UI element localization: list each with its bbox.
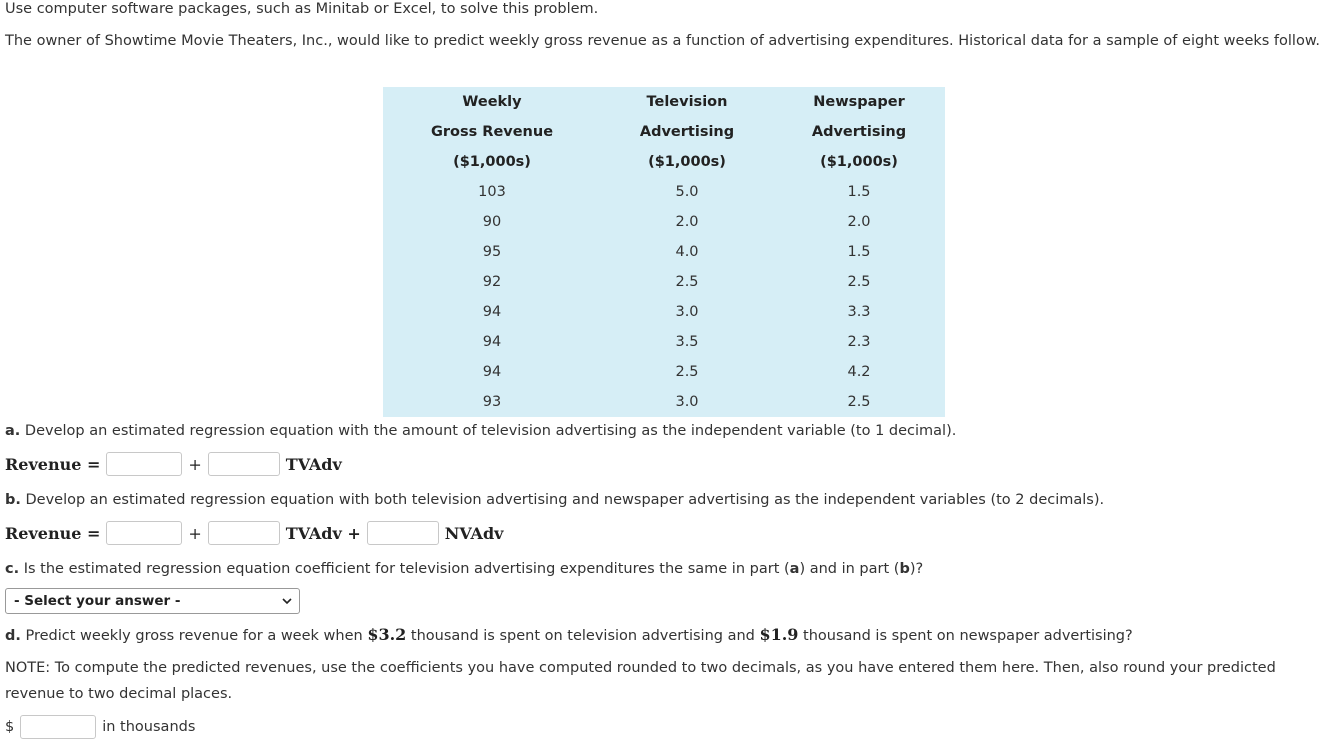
tvadv-label: TVAdv — [285, 454, 342, 474]
data-table — [383, 87, 945, 417]
cell-newspaper: 2.3 — [847, 334, 871, 350]
cell-revenue: 103 — [478, 184, 506, 200]
part-a-equation — [5, 450, 342, 478]
part-a-text: Develop an estimated regression equation with the amount of television advertising as the independent variable (to 1 decimal). — [20, 423, 957, 439]
part-b-equation — [5, 519, 503, 547]
problem-text: The owner of Showtime Movie Theaters, Inc., would like to predict weekly gross revenue as a function of advertising expenditures. Historical data for a sample of eight weeks follow. — [5, 33, 1320, 49]
plus-sign: + — [188, 523, 202, 543]
part-a-tv-coefficient-input[interactable] — [208, 452, 280, 476]
part-a-question — [5, 422, 956, 440]
table-header: Weekly — [462, 94, 522, 110]
select-value: - Select your answer - — [14, 593, 181, 609]
nvadv-label: NVAdv — [444, 523, 504, 543]
part-c-text: Is the estimated regression equation coefficient for television advertising expenditures the same in part ( — [19, 561, 790, 577]
cell-revenue: 92 — [482, 274, 502, 290]
revenue-label: Revenue = — [5, 523, 101, 543]
part-d-revenue-input[interactable] — [20, 715, 96, 739]
cell-newspaper: 2.5 — [847, 394, 871, 410]
cell-newspaper: 2.0 — [847, 214, 871, 230]
intro-text: Use computer software packages, such as Minitab or Excel, to solve this problem. — [5, 1, 599, 17]
part-d-text-end: thousand is spent on newspaper advertising? — [798, 628, 1133, 644]
table-header: Gross Revenue — [430, 124, 554, 140]
table-header: Television — [646, 94, 728, 110]
cell-revenue: 90 — [482, 214, 502, 230]
cell-newspaper: 2.5 — [847, 274, 871, 290]
revenue-label: Revenue = — [5, 454, 101, 474]
table-header: ($1,000s) — [648, 154, 726, 170]
part-c-question — [5, 560, 923, 578]
tv-amount: $3.2 — [367, 625, 407, 644]
cell-revenue: 94 — [482, 364, 502, 380]
part-b-nv-coefficient-input[interactable] — [367, 521, 439, 545]
nv-amount: $1.9 — [759, 625, 799, 644]
part-c-text-end: )? — [909, 561, 924, 577]
part-b-text: Develop an estimated regression equation with both television advertising and newspaper advertising as the independent variables (to 2 decimals). — [20, 492, 1105, 508]
part-c-answer-select[interactable] — [5, 588, 300, 614]
part-b-tv-coefficient-input[interactable] — [208, 521, 280, 545]
table-row — [383, 327, 945, 357]
part-d-text-mid: thousand is spent on television advertising and — [406, 628, 760, 644]
part-ref-a: a — [789, 561, 800, 577]
part-a-letter: a. — [5, 423, 21, 439]
table-row — [383, 237, 945, 267]
part-b-intercept-input[interactable] — [106, 521, 182, 545]
dollar-sign: $ — [5, 719, 15, 735]
table-header: Newspaper — [813, 94, 905, 110]
part-b-question — [5, 491, 1104, 509]
part-d-answer-row — [5, 713, 195, 741]
cell-tv: 2.0 — [675, 214, 699, 230]
unit-label: in thousands — [102, 719, 196, 735]
part-b-letter: b. — [5, 492, 21, 508]
part-a-intercept-input[interactable] — [106, 452, 182, 476]
cell-revenue: 95 — [482, 244, 502, 260]
cell-revenue: 94 — [482, 334, 502, 350]
table-header: ($1,000s) — [453, 154, 531, 170]
part-d-letter: d. — [5, 628, 21, 644]
table-row — [383, 297, 945, 327]
part-d-text: Predict weekly gross revenue for a week when — [20, 628, 368, 644]
cell-newspaper: 1.5 — [847, 244, 871, 260]
part-c-letter: c. — [5, 561, 20, 577]
chevron-down-icon — [281, 595, 293, 607]
cell-tv: 3.0 — [675, 394, 699, 410]
cell-tv: 4.0 — [675, 244, 699, 260]
table-row — [383, 177, 945, 207]
note-text: NOTE: To compute the predicted revenues, use the coefficients you have computed rounded to two decimals, as you have entered them here. Then, also round your predicted revenue to two decimal places. — [5, 660, 1276, 702]
cell-newspaper: 4.2 — [847, 364, 871, 380]
cell-tv: 2.5 — [675, 364, 699, 380]
plus-sign: + — [188, 454, 202, 474]
table-row — [383, 267, 945, 297]
table-row — [383, 207, 945, 237]
cell-newspaper: 3.3 — [847, 304, 871, 320]
cell-tv: 2.5 — [675, 274, 699, 290]
part-c-text-mid: ) and in part ( — [799, 561, 900, 577]
cell-tv: 3.5 — [675, 334, 699, 350]
part-d-question — [5, 626, 1133, 645]
cell-revenue: 93 — [482, 394, 502, 410]
table-header: Advertising — [639, 124, 735, 140]
part-ref-b: b — [899, 561, 910, 577]
table-row — [383, 387, 945, 417]
cell-revenue: 94 — [482, 304, 502, 320]
table-row — [383, 357, 945, 387]
tvadv-label: TVAdv + — [285, 523, 361, 543]
table-header: ($1,000s) — [820, 154, 898, 170]
cell-tv: 3.0 — [675, 304, 699, 320]
cell-newspaper: 1.5 — [847, 184, 871, 200]
cell-tv: 5.0 — [675, 184, 699, 200]
table-header: Advertising — [811, 124, 907, 140]
